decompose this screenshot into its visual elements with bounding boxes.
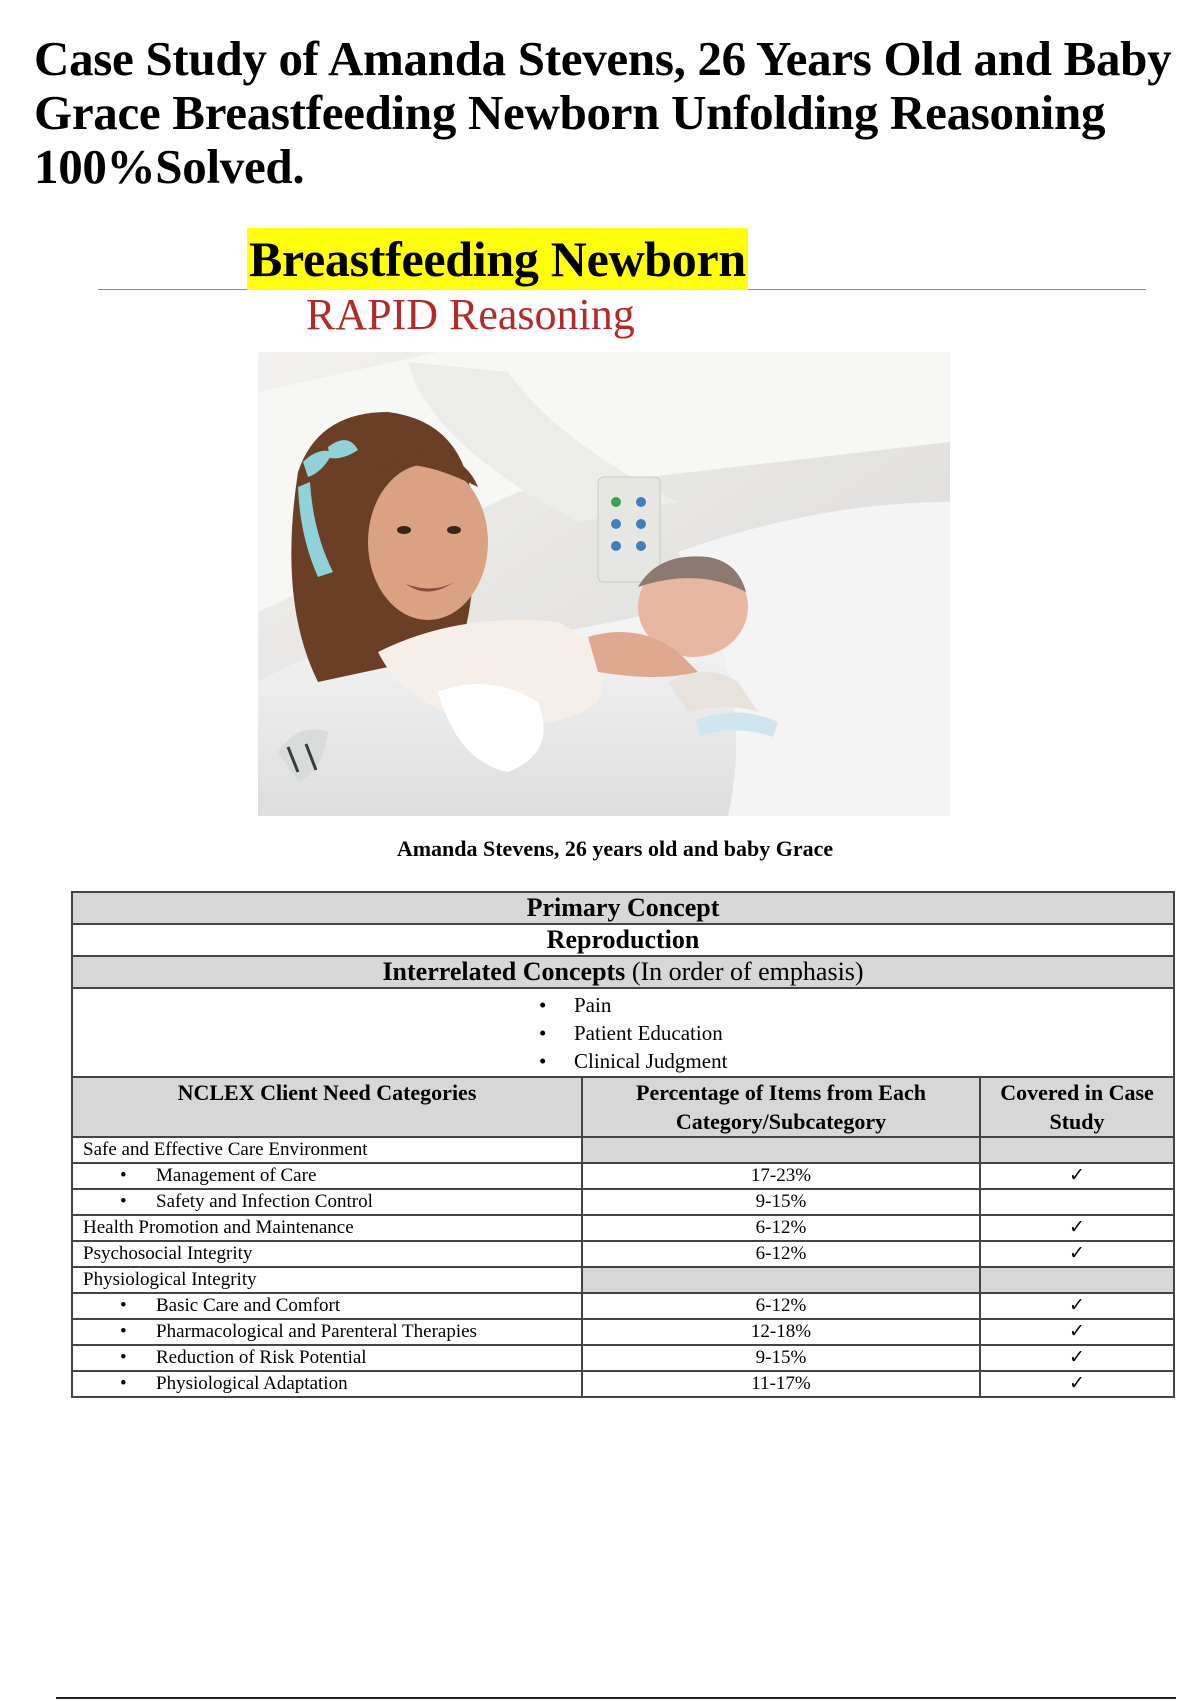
percentage-cell: 17-23% (582, 1163, 980, 1189)
percentage-cell: 6-12% (582, 1293, 980, 1319)
subcategory-cell: • Management of Care (72, 1163, 582, 1189)
covered-cell: ✓ (980, 1215, 1174, 1241)
covered-cell: ✓ (980, 1293, 1174, 1319)
percentage-cell (582, 1267, 980, 1293)
table-row (72, 1241, 1174, 1267)
covered-cell (980, 1189, 1174, 1215)
percentage-cell: 9-15% (582, 1189, 980, 1215)
list-item: • Clinical Judgment (539, 1047, 1173, 1075)
photo-caption: Amanda Stevens, 26 years old and baby Grace (396, 836, 834, 861)
photo-mother-newborn-icon (258, 352, 950, 816)
cover-subtitle: RAPID Reasoning (306, 290, 635, 339)
covered-cell (980, 1137, 1174, 1163)
category-cell: Safe and Effective Care Environment (72, 1137, 582, 1163)
page-bottom-rule (56, 1697, 1176, 1699)
covered-cell: ✓ (980, 1319, 1174, 1345)
primary-concept-header: Primary Concept (72, 892, 1174, 924)
column-header-category: NCLEX Client Need Categories (72, 1077, 582, 1137)
cover-title: Breastfeeding Newborn (247, 228, 748, 290)
covered-cell: ✓ (980, 1371, 1174, 1397)
percentage-cell: 11-17% (582, 1371, 980, 1397)
covered-cell: ✓ (980, 1241, 1174, 1267)
document-title: Case Study of Amanda Stevens, 26 Years Old and Baby Grace Breastfeeding Newborn Unfolding Reasoning 100%Solved. (34, 31, 1172, 194)
interrelated-concepts-cell (72, 988, 1174, 1077)
subcategory-cell: • Reduction of Risk Potential (72, 1345, 582, 1371)
table-row (72, 1293, 1174, 1319)
table-row (72, 1345, 1174, 1371)
primary-concept-value: Reproduction (72, 924, 1174, 956)
percentage-cell: 6-12% (582, 1215, 980, 1241)
subcategory-cell: • Safety and Infection Control (72, 1189, 582, 1215)
percentage-cell: 9-15% (582, 1345, 980, 1371)
covered-cell: ✓ (980, 1163, 1174, 1189)
column-header-percentage: Percentage of Items from Each Category/Subcategory (582, 1077, 980, 1137)
percentage-cell (582, 1137, 980, 1163)
covered-cell: ✓ (980, 1345, 1174, 1371)
table-row (72, 1267, 1174, 1293)
interrelated-concepts-header (72, 956, 1174, 988)
category-cell: Health Promotion and Maintenance (72, 1215, 582, 1241)
table-row (72, 1137, 1174, 1163)
list-item: • Patient Education (539, 1019, 1173, 1047)
concepts-table (71, 891, 1175, 1398)
subcategory-cell: • Physiological Adaptation (72, 1371, 582, 1397)
subcategory-cell: • Pharmacological and Parenteral Therapies (72, 1319, 582, 1345)
table-row (72, 1189, 1174, 1215)
list-item: • Pain (539, 991, 1173, 1019)
percentage-cell: 12-18% (582, 1319, 980, 1345)
table-row (72, 1319, 1174, 1345)
covered-cell (980, 1267, 1174, 1293)
column-header-covered: Covered in Case Study (980, 1077, 1174, 1137)
table-row (72, 1215, 1174, 1241)
category-cell: Psychosocial Integrity (72, 1241, 582, 1267)
interrelated-note: (In order of emphasis) (631, 957, 864, 986)
percentage-cell: 6-12% (582, 1241, 980, 1267)
table-row (72, 1371, 1174, 1397)
subcategory-cell: • Basic Care and Comfort (72, 1293, 582, 1319)
category-cell: Physiological Integrity (72, 1267, 582, 1293)
cover-heading (0, 225, 1200, 345)
interrelated-label: Interrelated Concepts (382, 957, 626, 986)
table-row (72, 1163, 1174, 1189)
interrelated-concepts-list (73, 989, 1173, 1076)
